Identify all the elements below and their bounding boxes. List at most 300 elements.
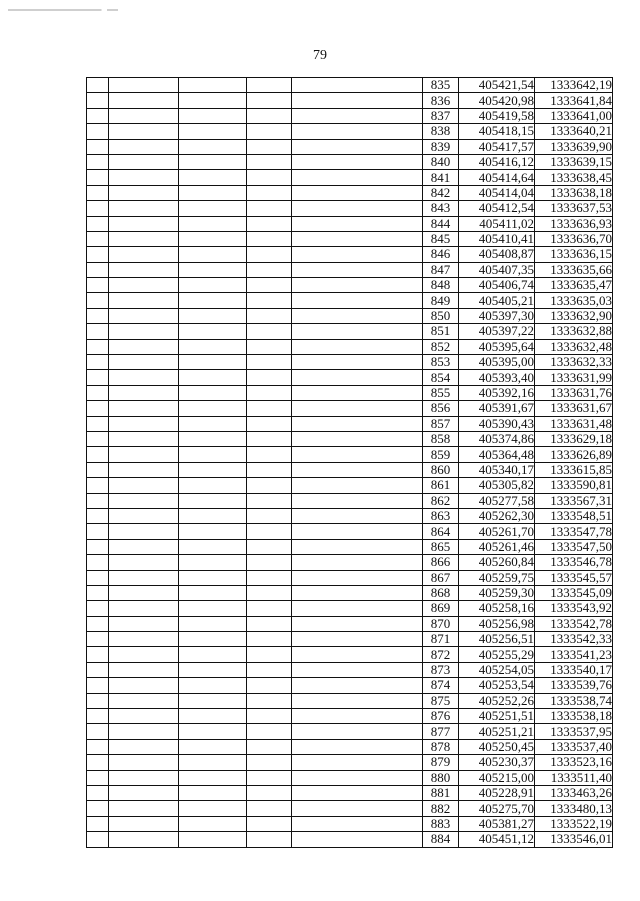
- empty-cell: [109, 231, 179, 246]
- empty-cell: [109, 785, 179, 800]
- empty-cell: [109, 355, 179, 370]
- empty-cell: [109, 370, 179, 385]
- empty-cell: [292, 108, 423, 123]
- empty-cell: [247, 416, 292, 431]
- empty-cell: [109, 78, 179, 93]
- table-row: [87, 447, 613, 462]
- empty-cell: [179, 478, 247, 493]
- point-number-cell: 879: [423, 755, 459, 770]
- empty-cell: [247, 524, 292, 539]
- empty-cell: [109, 201, 179, 216]
- empty-cell: [292, 832, 423, 847]
- point-number-cell: 874: [423, 678, 459, 693]
- empty-cell: [179, 139, 247, 154]
- x-coordinate-cell: 405392,16: [459, 385, 535, 400]
- empty-cell: [247, 93, 292, 108]
- empty-cell: [87, 231, 109, 246]
- empty-cell: [109, 524, 179, 539]
- empty-cell: [247, 447, 292, 462]
- x-coordinate-cell: 405277,58: [459, 493, 535, 508]
- empty-cell: [292, 139, 423, 154]
- x-coordinate-cell: 405259,75: [459, 570, 535, 585]
- coordinates-table: [86, 77, 613, 848]
- empty-cell: [109, 693, 179, 708]
- table-row: [87, 462, 613, 477]
- empty-cell: [247, 124, 292, 139]
- empty-cell: [87, 247, 109, 262]
- empty-cell: [109, 585, 179, 600]
- empty-cell: [87, 324, 109, 339]
- empty-cell: [179, 632, 247, 647]
- empty-cell: [109, 678, 179, 693]
- empty-cell: [109, 447, 179, 462]
- point-number-cell: 882: [423, 801, 459, 816]
- empty-cell: [109, 770, 179, 785]
- empty-cell: [179, 108, 247, 123]
- y-coordinate-cell: 1333539,76: [535, 678, 613, 693]
- x-coordinate-cell: 405395,64: [459, 339, 535, 354]
- empty-cell: [87, 339, 109, 354]
- x-coordinate-cell: 405260,84: [459, 555, 535, 570]
- empty-cell: [247, 755, 292, 770]
- table-row: [87, 832, 613, 847]
- point-number-cell: 840: [423, 154, 459, 169]
- empty-cell: [292, 616, 423, 631]
- y-coordinate-cell: 1333542,78: [535, 616, 613, 631]
- x-coordinate-cell: 405418,15: [459, 124, 535, 139]
- y-coordinate-cell: 1333639,90: [535, 139, 613, 154]
- empty-cell: [292, 755, 423, 770]
- empty-cell: [109, 416, 179, 431]
- empty-cell: [292, 431, 423, 446]
- empty-cell: [247, 832, 292, 847]
- empty-cell: [292, 739, 423, 754]
- point-number-cell: 858: [423, 431, 459, 446]
- empty-cell: [87, 401, 109, 416]
- point-number-cell: 850: [423, 308, 459, 323]
- empty-cell: [292, 478, 423, 493]
- y-coordinate-cell: 1333636,15: [535, 247, 613, 262]
- empty-cell: [87, 78, 109, 93]
- empty-cell: [179, 401, 247, 416]
- y-coordinate-cell: 1333632,88: [535, 324, 613, 339]
- table-row: [87, 108, 613, 123]
- empty-cell: [109, 385, 179, 400]
- x-coordinate-cell: 405259,30: [459, 585, 535, 600]
- empty-cell: [87, 216, 109, 231]
- y-coordinate-cell: 1333548,51: [535, 508, 613, 523]
- empty-cell: [87, 478, 109, 493]
- empty-cell: [109, 816, 179, 831]
- empty-cell: [87, 770, 109, 785]
- empty-cell: [179, 570, 247, 585]
- table-row: [87, 308, 613, 323]
- empty-cell: [179, 370, 247, 385]
- empty-cell: [179, 447, 247, 462]
- empty-cell: [87, 139, 109, 154]
- x-coordinate-cell: 405275,70: [459, 801, 535, 816]
- table-row: [87, 385, 613, 400]
- empty-cell: [109, 108, 179, 123]
- x-coordinate-cell: 405393,40: [459, 370, 535, 385]
- point-number-cell: 854: [423, 370, 459, 385]
- empty-cell: [109, 324, 179, 339]
- x-coordinate-cell: 405256,98: [459, 616, 535, 631]
- x-coordinate-cell: 405253,54: [459, 678, 535, 693]
- empty-cell: [292, 216, 423, 231]
- point-number-cell: 846: [423, 247, 459, 262]
- empty-cell: [179, 739, 247, 754]
- empty-cell: [109, 139, 179, 154]
- empty-cell: [179, 170, 247, 185]
- table-row: [87, 693, 613, 708]
- empty-cell: [109, 739, 179, 754]
- empty-cell: [109, 154, 179, 169]
- y-coordinate-cell: 1333540,17: [535, 662, 613, 677]
- point-number-cell: 853: [423, 355, 459, 370]
- table-row: [87, 78, 613, 93]
- empty-cell: [179, 185, 247, 200]
- empty-cell: [247, 293, 292, 308]
- table-row: [87, 555, 613, 570]
- y-coordinate-cell: 1333640,21: [535, 124, 613, 139]
- empty-cell: [292, 816, 423, 831]
- empty-cell: [292, 632, 423, 647]
- y-coordinate-cell: 1333542,33: [535, 632, 613, 647]
- point-number-cell: 871: [423, 632, 459, 647]
- x-coordinate-cell: 405251,51: [459, 709, 535, 724]
- y-coordinate-cell: 1333543,92: [535, 601, 613, 616]
- empty-cell: [87, 785, 109, 800]
- table-row: [87, 585, 613, 600]
- point-number-cell: 837: [423, 108, 459, 123]
- y-coordinate-cell: 1333590,81: [535, 478, 613, 493]
- empty-cell: [87, 816, 109, 831]
- y-coordinate-cell: 1333632,90: [535, 308, 613, 323]
- x-coordinate-cell: 405305,82: [459, 478, 535, 493]
- empty-cell: [292, 231, 423, 246]
- empty-cell: [179, 832, 247, 847]
- empty-cell: [109, 93, 179, 108]
- empty-cell: [247, 231, 292, 246]
- y-coordinate-cell: 1333537,40: [535, 739, 613, 754]
- empty-cell: [87, 709, 109, 724]
- scan-artifact: [8, 9, 118, 11]
- empty-cell: [179, 616, 247, 631]
- empty-cell: [247, 539, 292, 554]
- empty-cell: [292, 555, 423, 570]
- y-coordinate-cell: 1333626,89: [535, 447, 613, 462]
- empty-cell: [247, 462, 292, 477]
- empty-cell: [247, 801, 292, 816]
- empty-cell: [247, 78, 292, 93]
- x-coordinate-cell: 405407,35: [459, 262, 535, 277]
- empty-cell: [179, 724, 247, 739]
- x-coordinate-cell: 405405,21: [459, 293, 535, 308]
- empty-cell: [109, 262, 179, 277]
- empty-cell: [109, 801, 179, 816]
- empty-cell: [247, 154, 292, 169]
- empty-cell: [179, 262, 247, 277]
- empty-cell: [292, 662, 423, 677]
- point-number-cell: 852: [423, 339, 459, 354]
- point-number-cell: 847: [423, 262, 459, 277]
- empty-cell: [179, 278, 247, 293]
- x-coordinate-cell: 405408,87: [459, 247, 535, 262]
- x-coordinate-cell: 405451,12: [459, 832, 535, 847]
- empty-cell: [247, 570, 292, 585]
- empty-cell: [87, 755, 109, 770]
- table-row: [87, 570, 613, 585]
- table-row: [87, 801, 613, 816]
- empty-cell: [87, 108, 109, 123]
- empty-cell: [87, 124, 109, 139]
- x-coordinate-cell: 405261,46: [459, 539, 535, 554]
- empty-cell: [87, 278, 109, 293]
- empty-cell: [87, 524, 109, 539]
- empty-cell: [87, 616, 109, 631]
- y-coordinate-cell: 1333546,78: [535, 555, 613, 570]
- table-row: [87, 647, 613, 662]
- empty-cell: [87, 462, 109, 477]
- y-coordinate-cell: 1333538,18: [535, 709, 613, 724]
- empty-cell: [292, 93, 423, 108]
- empty-cell: [292, 247, 423, 262]
- point-number-cell: 868: [423, 585, 459, 600]
- empty-cell: [87, 647, 109, 662]
- x-coordinate-cell: 405215,00: [459, 770, 535, 785]
- empty-cell: [292, 278, 423, 293]
- empty-cell: [247, 324, 292, 339]
- empty-cell: [179, 231, 247, 246]
- empty-cell: [179, 709, 247, 724]
- x-coordinate-cell: 405251,21: [459, 724, 535, 739]
- empty-cell: [247, 493, 292, 508]
- empty-cell: [87, 508, 109, 523]
- empty-cell: [292, 401, 423, 416]
- table-row: [87, 231, 613, 246]
- empty-cell: [179, 601, 247, 616]
- y-coordinate-cell: 1333636,70: [535, 231, 613, 246]
- empty-cell: [179, 585, 247, 600]
- empty-cell: [247, 632, 292, 647]
- page-number: 79: [313, 48, 327, 63]
- table-row: [87, 247, 613, 262]
- table-row: [87, 139, 613, 154]
- empty-cell: [87, 585, 109, 600]
- empty-cell: [247, 355, 292, 370]
- empty-cell: [179, 324, 247, 339]
- empty-cell: [109, 308, 179, 323]
- empty-cell: [292, 308, 423, 323]
- empty-cell: [247, 247, 292, 262]
- empty-cell: [292, 201, 423, 216]
- table-row: [87, 724, 613, 739]
- empty-cell: [109, 755, 179, 770]
- x-coordinate-cell: 405406,74: [459, 278, 535, 293]
- empty-cell: [87, 801, 109, 816]
- empty-cell: [292, 170, 423, 185]
- empty-cell: [247, 308, 292, 323]
- x-coordinate-cell: 405414,64: [459, 170, 535, 185]
- empty-cell: [292, 724, 423, 739]
- empty-cell: [292, 539, 423, 554]
- table-row: [87, 709, 613, 724]
- table-row: [87, 493, 613, 508]
- empty-cell: [87, 632, 109, 647]
- empty-cell: [292, 770, 423, 785]
- y-coordinate-cell: 1333511,40: [535, 770, 613, 785]
- y-coordinate-cell: 1333615,85: [535, 462, 613, 477]
- point-number-cell: 881: [423, 785, 459, 800]
- y-coordinate-cell: 1333547,50: [535, 539, 613, 554]
- empty-cell: [109, 339, 179, 354]
- y-coordinate-cell: 1333480,13: [535, 801, 613, 816]
- x-coordinate-cell: 405230,37: [459, 755, 535, 770]
- table-row: [87, 154, 613, 169]
- empty-cell: [109, 185, 179, 200]
- y-coordinate-cell: 1333567,31: [535, 493, 613, 508]
- empty-cell: [247, 108, 292, 123]
- x-coordinate-cell: 405391,67: [459, 401, 535, 416]
- x-coordinate-cell: 405419,58: [459, 108, 535, 123]
- empty-cell: [109, 247, 179, 262]
- empty-cell: [109, 493, 179, 508]
- point-number-cell: 845: [423, 231, 459, 246]
- x-coordinate-cell: 405416,12: [459, 154, 535, 169]
- y-coordinate-cell: 1333631,99: [535, 370, 613, 385]
- table-row: [87, 524, 613, 539]
- table-row: [87, 355, 613, 370]
- point-number-cell: 839: [423, 139, 459, 154]
- y-coordinate-cell: 1333639,15: [535, 154, 613, 169]
- empty-cell: [247, 508, 292, 523]
- y-coordinate-cell: 1333635,66: [535, 262, 613, 277]
- empty-cell: [109, 431, 179, 446]
- empty-cell: [109, 616, 179, 631]
- y-coordinate-cell: 1333629,18: [535, 431, 613, 446]
- table-row: [87, 262, 613, 277]
- empty-cell: [87, 447, 109, 462]
- empty-cell: [292, 524, 423, 539]
- point-number-cell: 864: [423, 524, 459, 539]
- empty-cell: [87, 739, 109, 754]
- empty-cell: [179, 339, 247, 354]
- empty-cell: [292, 570, 423, 585]
- empty-cell: [87, 724, 109, 739]
- table-row: [87, 216, 613, 231]
- table-row: [87, 539, 613, 554]
- empty-cell: [109, 508, 179, 523]
- empty-cell: [292, 385, 423, 400]
- empty-cell: [292, 154, 423, 169]
- table-row: [87, 324, 613, 339]
- table-row: [87, 416, 613, 431]
- x-coordinate-cell: 405390,43: [459, 416, 535, 431]
- point-number-cell: 880: [423, 770, 459, 785]
- empty-cell: [247, 616, 292, 631]
- table-row: [87, 508, 613, 523]
- y-coordinate-cell: 1333631,48: [535, 416, 613, 431]
- empty-cell: [247, 278, 292, 293]
- y-coordinate-cell: 1333635,03: [535, 293, 613, 308]
- empty-cell: [179, 201, 247, 216]
- empty-cell: [292, 709, 423, 724]
- empty-cell: [292, 355, 423, 370]
- empty-cell: [109, 601, 179, 616]
- x-coordinate-cell: 405256,51: [459, 632, 535, 647]
- y-coordinate-cell: 1333636,93: [535, 216, 613, 231]
- point-number-cell: 869: [423, 601, 459, 616]
- y-coordinate-cell: 1333637,53: [535, 201, 613, 216]
- y-coordinate-cell: 1333547,78: [535, 524, 613, 539]
- table-row: [87, 816, 613, 831]
- empty-cell: [109, 570, 179, 585]
- empty-cell: [87, 355, 109, 370]
- empty-cell: [179, 216, 247, 231]
- point-number-cell: 878: [423, 739, 459, 754]
- point-number-cell: 851: [423, 324, 459, 339]
- empty-cell: [109, 832, 179, 847]
- empty-cell: [179, 493, 247, 508]
- x-coordinate-cell: 405364,48: [459, 447, 535, 462]
- x-coordinate-cell: 405397,30: [459, 308, 535, 323]
- empty-cell: [87, 170, 109, 185]
- empty-cell: [247, 478, 292, 493]
- table-row: [87, 170, 613, 185]
- empty-cell: [87, 416, 109, 431]
- empty-cell: [247, 693, 292, 708]
- empty-cell: [109, 293, 179, 308]
- point-number-cell: 884: [423, 832, 459, 847]
- empty-cell: [247, 816, 292, 831]
- empty-cell: [179, 755, 247, 770]
- empty-cell: [179, 78, 247, 93]
- empty-cell: [109, 539, 179, 554]
- empty-cell: [292, 124, 423, 139]
- empty-cell: [179, 785, 247, 800]
- empty-cell: [179, 247, 247, 262]
- empty-cell: [247, 170, 292, 185]
- y-coordinate-cell: 1333641,00: [535, 108, 613, 123]
- empty-cell: [247, 770, 292, 785]
- empty-cell: [247, 662, 292, 677]
- y-coordinate-cell: 1333545,57: [535, 570, 613, 585]
- empty-cell: [247, 185, 292, 200]
- empty-cell: [179, 524, 247, 539]
- y-coordinate-cell: 1333537,95: [535, 724, 613, 739]
- empty-cell: [87, 832, 109, 847]
- y-coordinate-cell: 1333538,74: [535, 693, 613, 708]
- empty-cell: [247, 262, 292, 277]
- x-coordinate-cell: 405381,27: [459, 816, 535, 831]
- empty-cell: [179, 293, 247, 308]
- empty-cell: [292, 693, 423, 708]
- table-row: [87, 201, 613, 216]
- point-number-cell: 861: [423, 478, 459, 493]
- y-coordinate-cell: 1333523,16: [535, 755, 613, 770]
- empty-cell: [179, 416, 247, 431]
- empty-cell: [179, 93, 247, 108]
- y-coordinate-cell: 1333632,33: [535, 355, 613, 370]
- empty-cell: [87, 185, 109, 200]
- table-row: [87, 293, 613, 308]
- x-coordinate-cell: 405252,26: [459, 693, 535, 708]
- empty-cell: [292, 462, 423, 477]
- x-coordinate-cell: 405254,05: [459, 662, 535, 677]
- point-number-cell: 848: [423, 278, 459, 293]
- x-coordinate-cell: 405395,00: [459, 355, 535, 370]
